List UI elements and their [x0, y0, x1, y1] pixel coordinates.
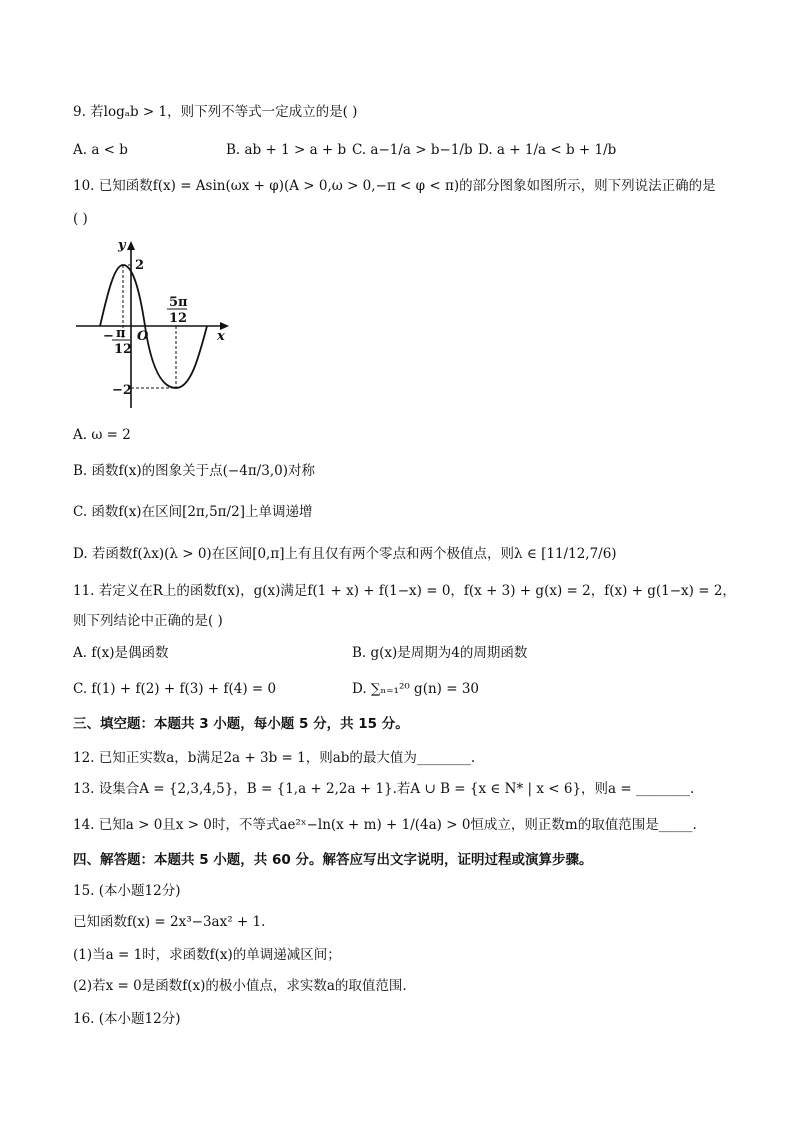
- q9-stem: 9. 若logₐb > 1，则下列不等式一定成立的是( ): [73, 104, 358, 120]
- q15-line2: (1)当a = 1时，求函数f(x)的单调递减区间；: [73, 947, 341, 963]
- q11-option-c: C. f(1) + f(2) + f(3) + f(4) = 0: [73, 681, 277, 697]
- q9-option-c: C. a−1/a > b−1/b: [352, 142, 473, 158]
- q13: 13. 设集合A = {2,3,4,5}，B = {1,a + 2,2a + 1}.若A ∪ B = {x ∈ N* | x < 6}，则a = ________.: [73, 781, 695, 797]
- q11-option-b: B. g(x)是周期为4的周期函数: [352, 645, 528, 661]
- q10-sine-graph: [72, 236, 232, 414]
- left-tick-sign: −: [103, 329, 114, 344]
- right-tick-denominator: 12: [169, 311, 188, 326]
- left-tick-denominator: 12: [114, 342, 133, 357]
- x-axis-label: x: [217, 329, 225, 344]
- q12: 12. 已知正实数a，b满足2a + 3b = 1，则ab的最大值为________.: [73, 750, 476, 766]
- q9-option-a: A. a < b: [73, 142, 128, 158]
- y-axis-arrow: [127, 241, 135, 250]
- q14: 14. 已知a > 0且x > 0时，不等式ae²ˣ−ln(x + m) + 1/(4a) > 0恒成立，则正数m的取值范围是_____.: [73, 817, 697, 833]
- q11-stem-cont: 则下列结论中正确的是( ): [73, 613, 223, 629]
- q15-line1: 已知函数f(x) = 2x³−3ax² + 1.: [73, 914, 266, 930]
- q10-option-d: D. 若函数f(λx)(λ > 0)在区间[0,π]上有且仅有两个零点和两个极值点，则λ ∈ [11/12,7/6): [73, 546, 617, 562]
- max-value-label: 2: [135, 258, 145, 273]
- left-tick-numerator: π: [116, 326, 126, 341]
- q11-option-a: A. f(x)是偶函数: [73, 645, 169, 661]
- right-tick-numerator: 5π: [169, 295, 188, 310]
- q11-option-d: D. ∑ₙ₌₁²⁰ g(n) = 30: [352, 681, 479, 697]
- q16-header: 16. (本小题12分): [73, 1011, 181, 1027]
- q9-option-b: B. ab + 1 > a + b: [226, 142, 347, 158]
- y-axis-label: y: [118, 238, 126, 253]
- q10-option-a: A. ω = 2: [73, 427, 131, 443]
- q15-header: 15. (本小题12分): [73, 883, 181, 899]
- q10-stem: 10. 已知函数f(x) = Asin(ωx + φ)(A > 0,ω > 0,−π < φ < π)的部分图象如图所示，则下列说法正确的是: [73, 178, 716, 194]
- min-value-label: −2: [112, 383, 132, 398]
- origin-label: O: [137, 329, 149, 344]
- section-3-heading: 三、填空题：本题共 3 小题，每小题 5 分，共 15 分。: [73, 716, 409, 732]
- q10-paren: ( ): [73, 211, 88, 227]
- q10-option-b: B. 函数f(x)的图象关于点(−4π/3,0)对称: [73, 463, 315, 479]
- section-4-heading: 四、解答题：本题共 5 小题，共 60 分。解答应写出文字说明，证明过程或演算步骤。: [73, 852, 593, 868]
- q10-option-c: C. 函数f(x)在区间[2π,5π/2]上单调递增: [73, 504, 313, 520]
- q15-line3: (2)若x = 0是函数f(x)的极小值点，求实数a的取值范围.: [73, 978, 407, 994]
- q9-option-d: D. a + 1/a < b + 1/b: [478, 142, 617, 158]
- q11-stem: 11. 若定义在R上的函数f(x)，g(x)满足f(1 + x) + f(1−x) = 0，f(x + 3) + g(x) = 2，f(x) + g(1−x) = 2，: [73, 583, 736, 599]
